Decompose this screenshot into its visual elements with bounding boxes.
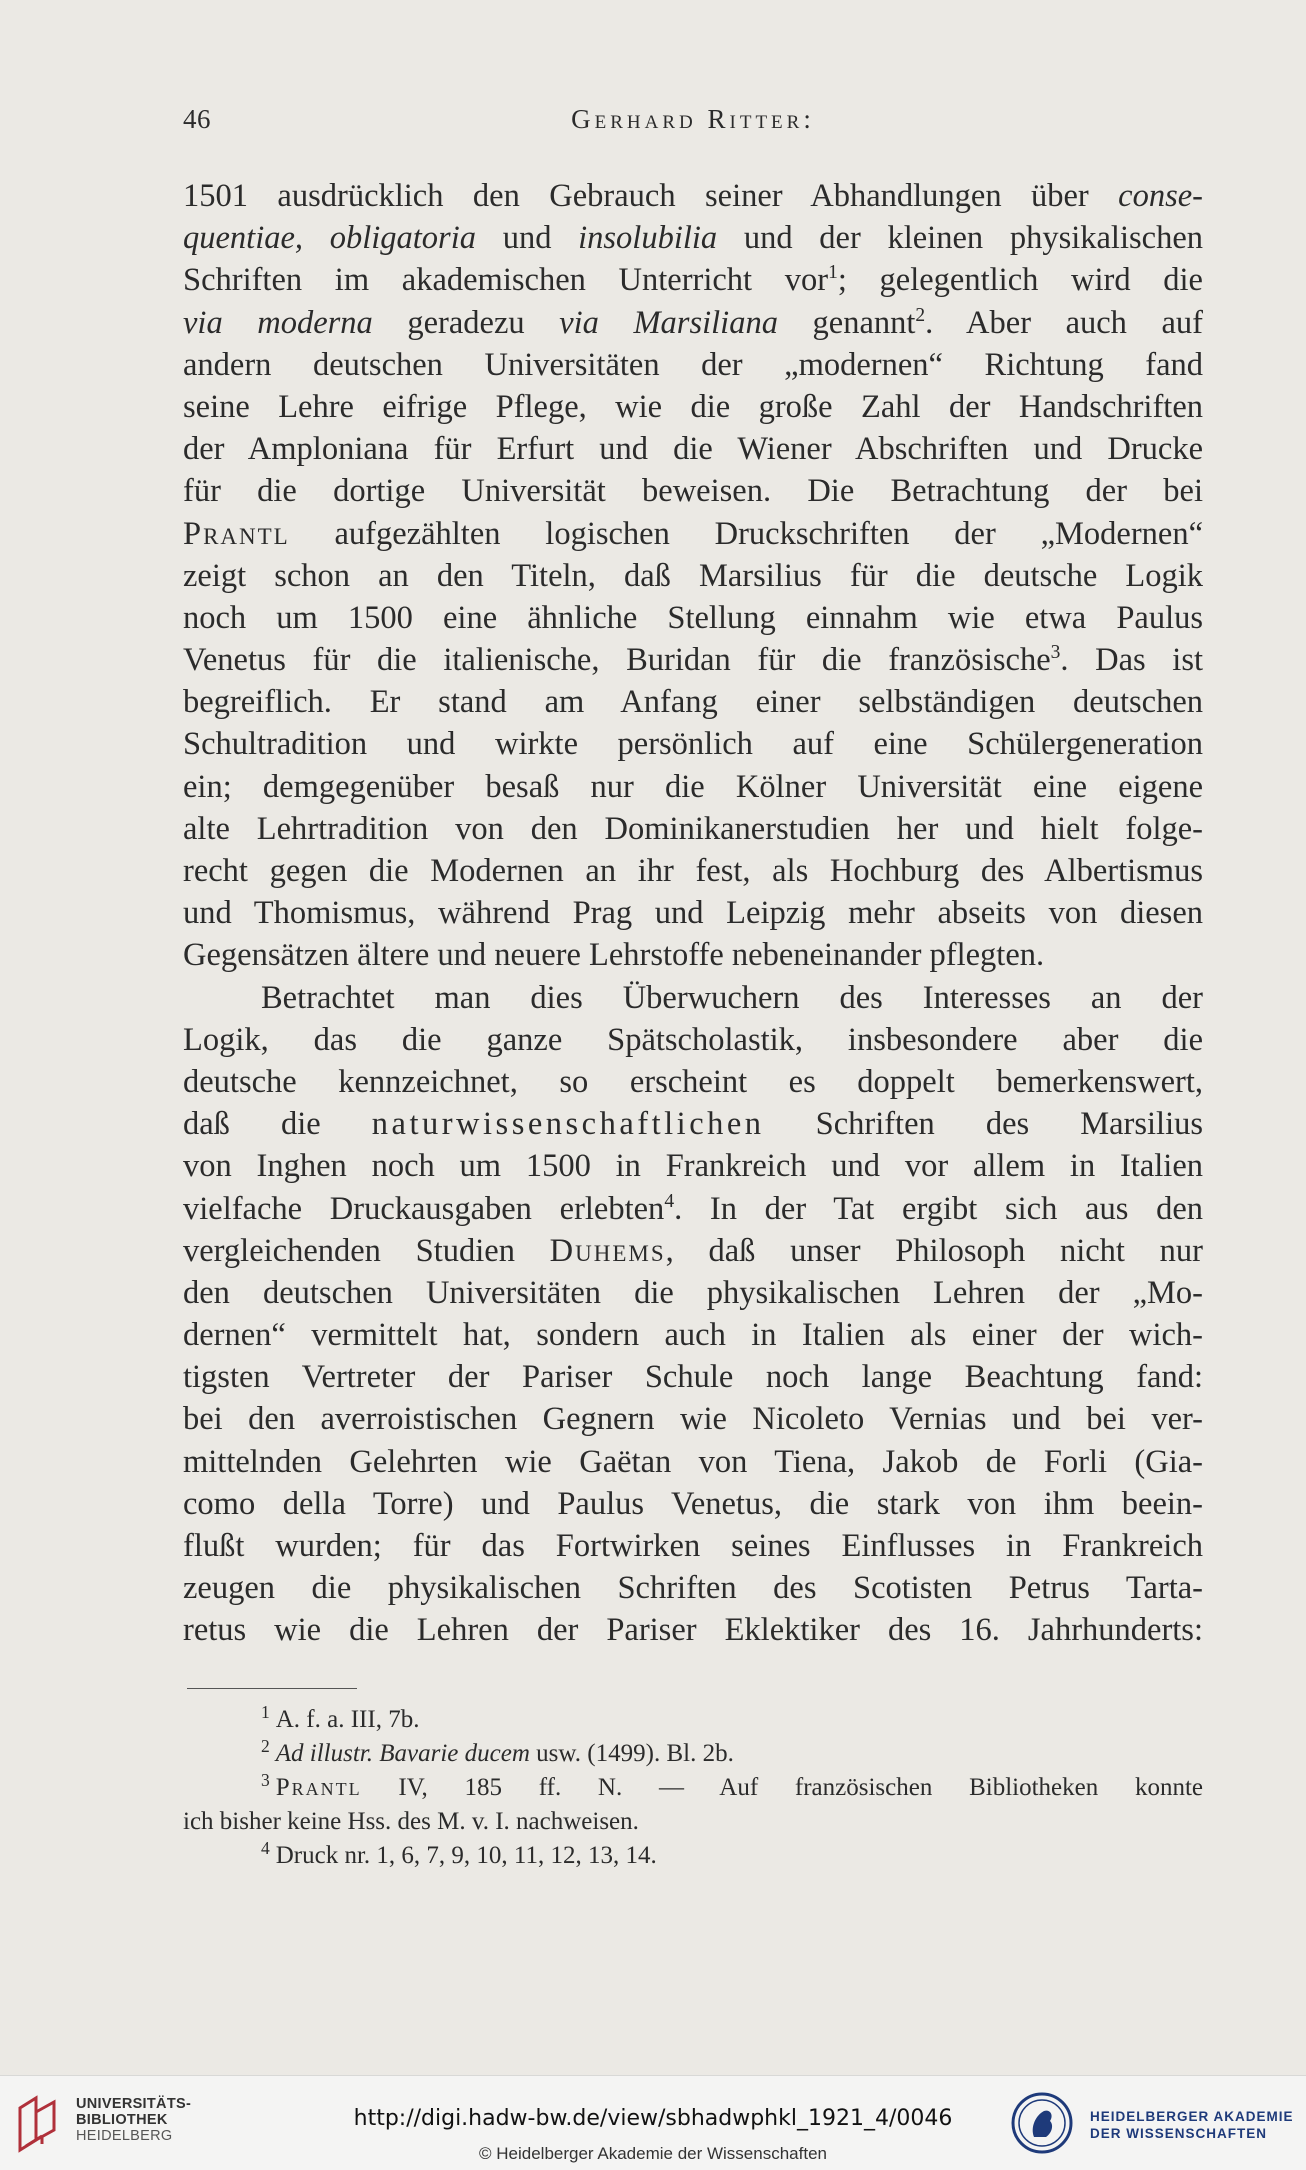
text-run: ein; demgegenüber besaß nur die Kölner Universität eine eigene (183, 768, 1203, 805)
text-run: Gegensätzen ältere und neuere Lehrstoffe nebeneinander pflegten. (183, 937, 1045, 974)
viewer-footer (0, 2075, 1306, 2170)
text-run: quentiae, obligatoria (183, 220, 476, 257)
text-run: como della Torre) und Paulus Venetus, die stark von ihm beein- (183, 1485, 1203, 1522)
text-run: mittelnden Gelehrten wie Gaëtan von Tiena, Jakob de Forli (Gia- (183, 1443, 1203, 1480)
text-run: . Aber auch auf (925, 304, 1203, 341)
text-line (183, 1483, 1203, 1525)
text-run: via moderna (183, 304, 373, 341)
text-run: dernen“ vermittelt hat, sondern auch in Italien als einer der wich- (183, 1317, 1203, 1354)
text-line (183, 175, 1203, 217)
text-run: Schultradition und wirkte persönlich auf eine Schülergeneration (183, 726, 1203, 763)
footnote-title: Ad illustr. Bavarie ducem (275, 1740, 530, 1767)
text-line (183, 1103, 1203, 1145)
text-line (183, 1230, 1203, 1272)
footnote-text: A. f. a. III, 7b. (275, 1706, 420, 1733)
library-city: HEIDELBERG (76, 2128, 173, 2144)
text-line (183, 597, 1203, 639)
text-run: bei den averroistischen Gegnern wie Nicoleto Vernias und bei ver- (183, 1401, 1203, 1438)
text-line (183, 1145, 1203, 1187)
text-run: Schriften des Marsilius (764, 1106, 1203, 1143)
page-number: 46 (183, 104, 211, 134)
text-line (183, 1188, 1203, 1230)
body-text (183, 175, 1203, 1652)
text-run: zeugen die physikalischen Schriften des Scotisten Petrus Tarta- (183, 1570, 1203, 1607)
text-line (183, 977, 1203, 1019)
text-run: seine Lehre eifrige Pflege, wie die große Zahl der Handschriften (183, 388, 1203, 425)
text-run: und der kleinen physikalischen (717, 220, 1203, 257)
text-run: Logik, das die ganze Spätscholastik, insbesondere aber die (183, 1021, 1203, 1058)
text-run: tigsten Vertreter der Pariser Schule noch lange Beachtung fand: (183, 1359, 1203, 1396)
text-run: alte Lehrtradition von den Dominikanerstudien her und hielt folge- (183, 810, 1203, 847)
text-run: vergleichenden Studien (183, 1232, 550, 1269)
text-line (183, 302, 1203, 344)
text-run: von Inghen noch um 1500 in Frankreich und vor allem in Italien (183, 1148, 1203, 1185)
text-line (183, 1525, 1203, 1567)
text-run: zeigt schon an den Titeln, daß Marsilius für die deutsche Logik (183, 557, 1203, 594)
text-run: , daß unser Philosoph nicht nur (665, 1232, 1203, 1269)
academy-name-line2: DER WISSENSCHAFTEN (1090, 2126, 1268, 2141)
text-run: noch um 1500 eine ähnliche Stellung einnahm wie etwa Paulus (183, 599, 1203, 636)
text-line (183, 1061, 1203, 1103)
footnote-text: usw. (1499). Bl. 2b. (529, 1740, 734, 1767)
library-name-line2: BIBLIOTHEK (76, 2112, 168, 2128)
text-run: Venetus für die italienische, Buridan für die französische (183, 642, 1051, 679)
text-line (183, 217, 1203, 259)
text-run: Duhems (549, 1232, 666, 1269)
text-line (183, 428, 1203, 470)
copyright-notice: © Heidelberger Akademie der Wissenschaften (479, 2144, 827, 2163)
text-run: geradezu (372, 304, 560, 341)
text-line (183, 1314, 1203, 1356)
text-line (183, 259, 1203, 301)
text-run: der Amploniana für Erfurt und die Wiener Abschriften und Drucke (183, 431, 1203, 468)
text-run: insolubilia (578, 220, 718, 257)
footnote-text: ich bisher keine Hss. des M. v. I. nachweisen. (183, 1808, 639, 1835)
text-line (183, 513, 1203, 555)
text-run: conse- (1118, 178, 1203, 214)
footnote-mark: 1 (261, 1701, 270, 1722)
text-line (183, 723, 1203, 765)
text-line (183, 892, 1203, 934)
text-run: naturwissenschaftlichen (371, 1106, 765, 1143)
text-line (183, 681, 1203, 723)
text-line (183, 1609, 1203, 1651)
text-line (183, 386, 1203, 428)
text-run: deutsche kennzeichnet, so erscheint es doppelt bemerkenswert, (183, 1063, 1203, 1100)
footnote-author: Prantl (275, 1774, 362, 1801)
text-run: ; gelegentlich wird die (837, 262, 1203, 299)
text-run: via Marsiliana (559, 304, 778, 341)
text-run: . In der Tat ergibt sich aus den (674, 1190, 1203, 1227)
footnote-mark: 3 (261, 1769, 270, 1790)
text-line (183, 470, 1203, 512)
text-run: begreiflich. Er stand am Anfang einer selbständigen deutschen (183, 684, 1203, 721)
footnote-mark: 4 (261, 1837, 270, 1858)
text-run: Schriften im akademischen Unterricht vor (183, 262, 829, 299)
library-name-line1: UNIVERSITÄTS- (76, 2096, 192, 2112)
footnotes (183, 1703, 1203, 1873)
academy-seal-icon[interactable] (1010, 2091, 1074, 2155)
text-run: flußt wurden; für das Fortwirken seines Einflusses in Frankreich (183, 1528, 1203, 1564)
running-head (183, 104, 1203, 144)
text-line (183, 1567, 1203, 1609)
running-head-author: Gerhard Ritter: (571, 104, 815, 134)
text-run: und Thomismus, während Prag und Leipzig mehr abseits von diesen (183, 895, 1203, 932)
footnote-ref[interactable]: 4 (664, 1190, 675, 1212)
academy-name-line1: HEIDELBERGER AKADEMIE (1090, 2109, 1294, 2124)
text-line (183, 1441, 1203, 1483)
text-run: recht gegen die Modernen an ihr fest, als Hochburg des Albertismus (183, 853, 1203, 889)
text-run: 1501 ausdrücklich den Gebrauch seiner Abhandlungen über (183, 178, 1119, 214)
text-run: Prantl (183, 515, 290, 552)
footnote-ref[interactable]: 2 (915, 304, 926, 326)
text-run: aufgezählten logischen Druckschriften der „Modernen“ (289, 515, 1203, 552)
footnote (183, 1703, 1203, 1737)
text-run: andern deutschen Universitäten der „modernen“ Richtung fand (183, 346, 1203, 383)
text-line (183, 1398, 1203, 1440)
footnote (183, 1839, 1203, 1873)
text-line (183, 344, 1203, 386)
page-url-link[interactable]: http://digi.hadw-bw.de/view/sbhadwphkl_1921_4/0046 (353, 2106, 953, 2131)
text-run: . Das ist (1060, 642, 1203, 679)
footnote-mark: 2 (261, 1735, 270, 1756)
text-line (183, 639, 1203, 681)
text-run: retus wie die Lehren der Pariser Eklektiker des 16. Jahrhunderts: (183, 1612, 1203, 1649)
text-line (183, 766, 1203, 808)
text-run: den deutschen Universitäten die physikalischen Lehren der „Mo- (183, 1274, 1203, 1311)
text-line (183, 1019, 1203, 1061)
footnote-text: IV, 185 ff. N. — Auf französischen Bibliotheken konnte (361, 1774, 1203, 1801)
footnote (183, 1771, 1203, 1805)
text-line (183, 934, 1203, 976)
footnote (183, 1805, 1203, 1839)
footnote-ref[interactable]: 3 (1050, 642, 1061, 664)
text-run: genannt (777, 304, 916, 341)
text-run: für die dortige Universität beweisen. Die Betrachtung der bei (183, 473, 1203, 510)
academy-name (1090, 2108, 1294, 2142)
text-run: und (476, 220, 579, 257)
text-run: Betrachtet man dies Überwuchern des Interesses an der (261, 979, 1203, 1016)
footnote (183, 1737, 1203, 1771)
footnote-rule (187, 1688, 357, 1689)
footnote-ref[interactable]: 1 (828, 262, 838, 284)
footnote-text: Druck nr. 1, 6, 7, 9, 10, 11, 12, 13, 14. (275, 1842, 657, 1869)
text-line (183, 850, 1203, 892)
text-line (183, 808, 1203, 850)
text-line (183, 1356, 1203, 1398)
text-line (183, 1272, 1203, 1314)
text-run: daß die (183, 1106, 372, 1143)
text-line (183, 555, 1203, 597)
text-run: vielfache Druckausgaben erlebten (183, 1190, 665, 1227)
